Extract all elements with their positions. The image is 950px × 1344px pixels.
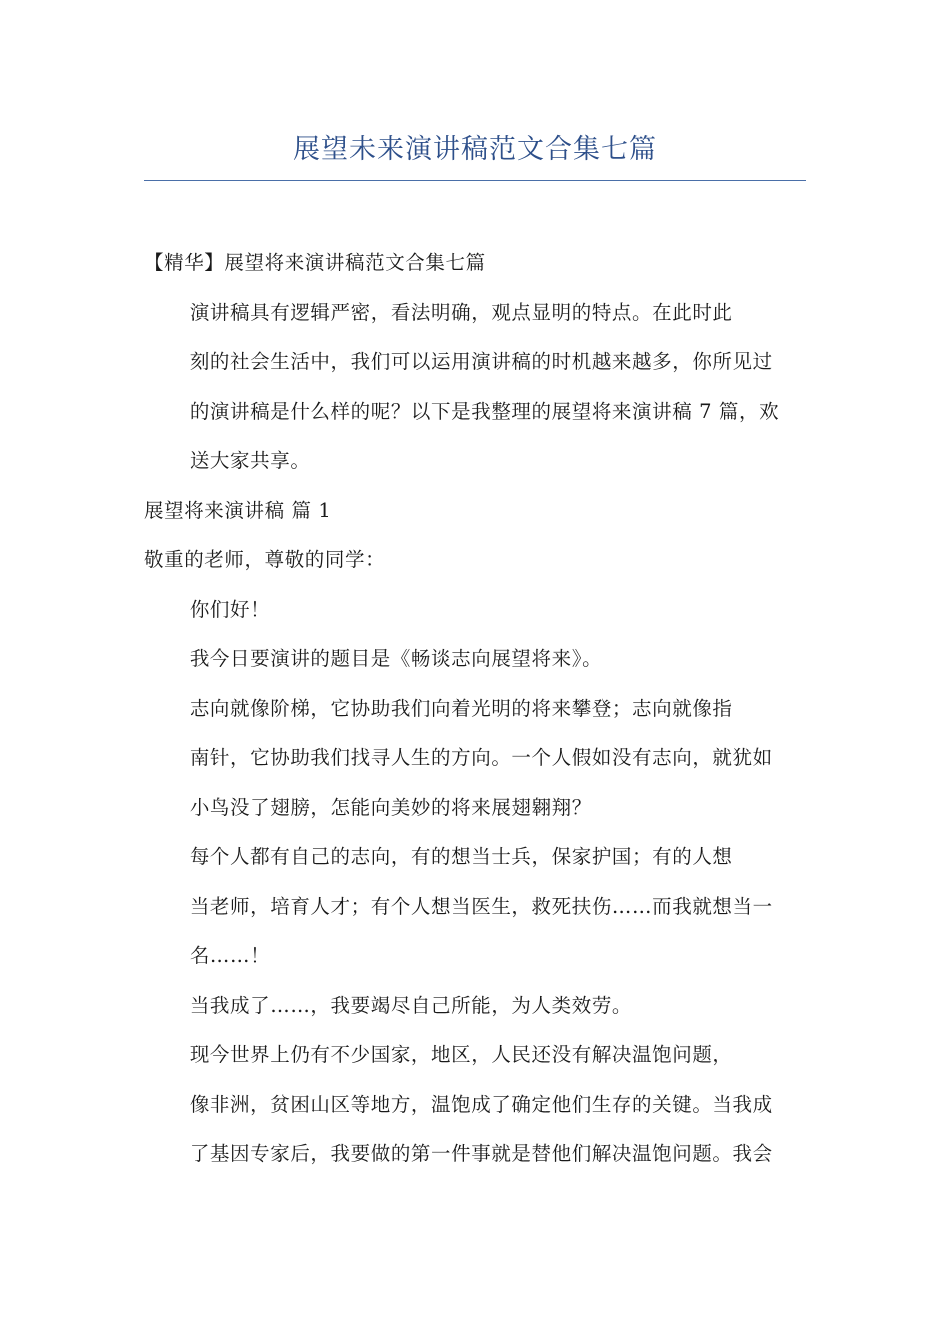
text-line: 【精华】展望将来演讲稿范文合集七篇 xyxy=(144,251,486,274)
paragraph xyxy=(144,486,806,536)
document-body xyxy=(144,238,806,1179)
paragraph xyxy=(144,535,806,585)
text-line: 展望将来演讲稿 篇 1 xyxy=(144,498,332,522)
text-line: 敬重的老师，尊敬的同学： xyxy=(144,548,386,571)
document-title: 展望未来演讲稿范文合集七篇 xyxy=(293,134,657,165)
paragraph xyxy=(144,981,806,1031)
paragraph xyxy=(144,634,806,684)
paragraph xyxy=(144,832,806,981)
paragraph xyxy=(144,585,806,635)
paragraph xyxy=(144,288,806,486)
text-line: 名……！ xyxy=(189,944,271,967)
text-line: 现今世界上仍有不少国家，地区，人民还没有解决温饱问题， xyxy=(189,1043,733,1066)
paragraph xyxy=(144,684,806,833)
text-line: 你们好！ xyxy=(189,597,271,621)
text-line: 了基因专家后，我要做的第一件事就是替他们解决温饱问题。我会 xyxy=(189,1142,773,1165)
text-line: 我今日要演讲的题目是《畅谈志向展望将来》。 xyxy=(189,647,603,670)
paragraph xyxy=(144,1030,806,1179)
text-line: 的演讲稿是什么样的呢？以下是我整理的展望将来演讲稿 7 篇，欢 xyxy=(189,399,780,423)
text-line: 刻的社会生活中，我们可以运用演讲稿的时机越来越多，你所见过 xyxy=(189,350,773,373)
title-underline xyxy=(144,180,806,181)
text-line: 小鸟没了翅膀，怎能向美妙的将来展翅翱翔？ xyxy=(189,795,592,819)
text-line: 每个人都有自己的志向，有的想当士兵，保家护国；有的人想 xyxy=(189,845,733,868)
text-line: 像非洲，贫困山区等地方，温饱成了确定他们生存的关键。当我成 xyxy=(189,1092,773,1116)
paragraph xyxy=(144,238,806,288)
text-line: 送大家共享。 xyxy=(189,449,311,472)
text-line: 当老师，培育人才；有个人想当医生，救死扶伤……而我就想当一 xyxy=(189,894,773,918)
text-line: 演讲稿具有逻辑严密，看法明确，观点显明的特点。在此时此 xyxy=(189,300,733,324)
text-line: 志向就像阶梯，它协助我们向着光明的将来攀登；志向就像指 xyxy=(189,696,733,720)
text-line: 南针，它协助我们找寻人生的方向。一个人假如没有志向，就犹如 xyxy=(189,746,773,769)
text-line: 当我成了……，我要竭尽自己所能，为人类效劳。 xyxy=(189,993,633,1017)
